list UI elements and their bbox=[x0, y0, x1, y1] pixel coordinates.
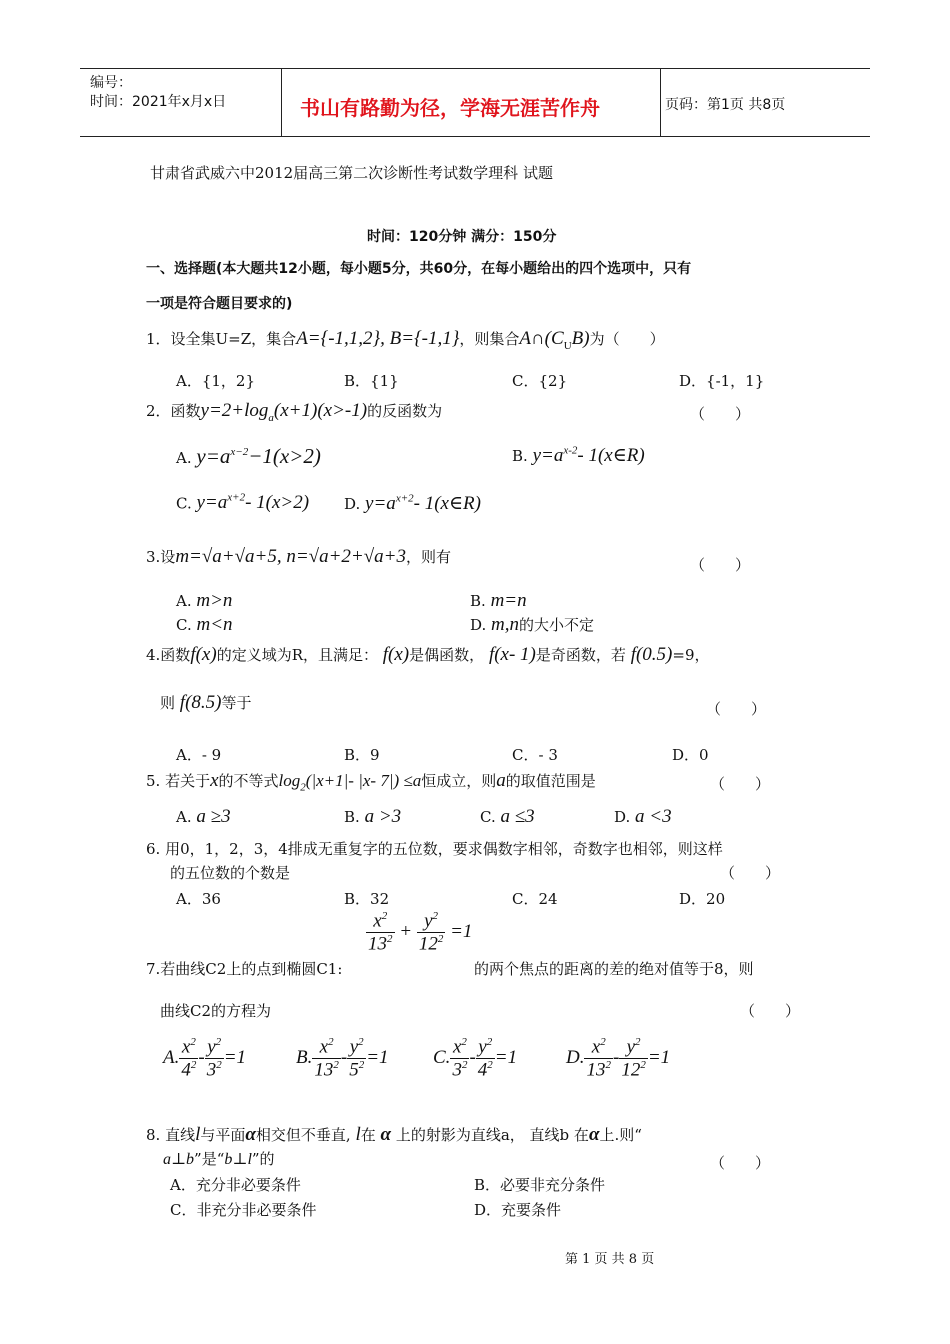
question-7-suffix: 的两个焦点的距离的差的绝对值等于8，则 bbox=[474, 960, 754, 978]
q7-ellipse-equation: $\frac{x^2}{13^2}$ + $\frac{y^2}{12^2}$ =1 bbox=[368, 910, 473, 955]
doc-number-label: 编号： bbox=[90, 75, 132, 91]
q3-option-d: D. m,n的大小不定 bbox=[470, 614, 595, 635]
doc-title: 甘肃省武威六中2012届高三第二次诊断性考试数学理科 试题 bbox=[150, 164, 553, 182]
q7-option-b: B. $\frac{x^2}{13^2}$ - $\frac{y^2}{5^2}$ =1 bbox=[296, 1036, 389, 1081]
q1-option-a: A．{1，2} bbox=[176, 372, 256, 390]
q7-option-a: A. $\frac{x^2}{4^2}$ - $\frac{y^2}{3^2}$ =1 bbox=[163, 1036, 247, 1081]
question-5: 5. 若关于x的不等式$\log_2(|x+1|-$ |x- 7|) ≤a恒成立，则a的取值范围是 bbox=[146, 770, 596, 794]
q1-text-mid: ，则集合 bbox=[459, 330, 520, 348]
q2-option-d: D. $y=a^{x+2}-$ 1(x∈R) bbox=[344, 492, 481, 514]
doc-time-label: 时间：2021年x月x日 bbox=[90, 94, 227, 110]
section-heading-cont: 一项是符合题目要求的) bbox=[146, 296, 293, 312]
question-1 bbox=[146, 328, 665, 352]
q8-option-b: B．必要非充分条件 bbox=[474, 1176, 606, 1194]
question-8: 8. 直线l与平面α相交但不垂直, l在 α 上的射影为直线a， 直线b 在α上.则“ bbox=[146, 1124, 642, 1145]
q1-option-c: C．{2} bbox=[512, 372, 568, 390]
question-4-line2: 则 f(8.5)等于 bbox=[160, 692, 252, 713]
exam-time-info: 时间：120分钟 满分：150分 bbox=[367, 229, 557, 245]
question-6: 6. 用0，1，2，3，4排成无重复字的五位数，要求偶数字相邻，奇数字也相邻，则这样 bbox=[146, 840, 723, 858]
header-divider bbox=[660, 69, 661, 136]
q3-option-b: B. m=n bbox=[470, 590, 527, 611]
q4-option-c: C．- 3 bbox=[512, 746, 558, 764]
q5-option-b: B. a >3 bbox=[344, 806, 402, 827]
q3-option-c: C. m<n bbox=[176, 614, 233, 635]
section-heading: 一、选择题(本大题共12小题，每小题5分，共60分，在每小题给出的四个选项中，只有 bbox=[146, 261, 692, 277]
q8-option-d: D．充要条件 bbox=[474, 1201, 562, 1219]
q3-text: 3.设 bbox=[146, 548, 176, 566]
q6-option-b: B．32 bbox=[344, 890, 390, 908]
q5-option-c: C. a ≤3 bbox=[480, 806, 535, 827]
question-7: 7.若曲线C2上的点到椭圆C1: bbox=[146, 960, 343, 978]
q5-paren: （ ） bbox=[710, 775, 771, 793]
q7-option-c: C. $\frac{x^2}{3^2}$ - $\frac{y^2}{4^2}$ =1 bbox=[433, 1036, 518, 1081]
q1-math-sets: A={-1,1,2}, B={-1,1} bbox=[296, 328, 460, 349]
q2-option-a: A. $y=a^{x-2}-1(x>2)$ bbox=[176, 444, 321, 468]
q3-math: m=√a+√a+5, n=√a+2+√a+3 bbox=[175, 546, 406, 567]
q8-paren: （ ） bbox=[710, 1154, 771, 1172]
q1-text: 1．设全集U=Z，集合 bbox=[146, 330, 297, 348]
q7-option-d: D. $\frac{x^2}{13^2}$ - $\frac{y^2}{12^2}$ =1 bbox=[566, 1036, 671, 1081]
q4-option-b: B．9 bbox=[344, 746, 380, 764]
q2-paren: （ ） bbox=[690, 405, 751, 423]
header-page-label: 页码：第1页 共8页 bbox=[665, 97, 786, 113]
header-motto: 书山有路勤为径，学海无涯苦作舟 bbox=[300, 96, 600, 120]
q4-option-a: A．- 9 bbox=[176, 746, 222, 764]
question-7-line2: 曲线C2的方程为 bbox=[160, 1002, 272, 1020]
q6-option-a: A．36 bbox=[176, 890, 221, 908]
q2-option-c: C. $y=a^{x+2}-$ 1(x>2) bbox=[176, 492, 310, 514]
q4-paren: （ ） bbox=[706, 700, 767, 718]
q8-option-a: A．充分非必要条件 bbox=[170, 1176, 301, 1194]
q2-math: $y=2+\log_a(x+1)(x>-1)$ bbox=[200, 400, 368, 424]
q1-option-d: D．{-1，1} bbox=[679, 372, 765, 390]
q3-paren: （ ） bbox=[690, 556, 751, 574]
q1-option-b: B．{1} bbox=[344, 372, 399, 390]
question-2 bbox=[146, 400, 442, 424]
question-8-line2: a⊥b”是“b⊥l”的 bbox=[163, 1150, 275, 1168]
q5-option-a: A. a ≥3 bbox=[176, 806, 231, 827]
q4-option-d: D．0 bbox=[672, 746, 709, 764]
header-divider bbox=[281, 69, 282, 136]
question-3 bbox=[146, 546, 451, 568]
question-6-line2: 的五位数的个数是 bbox=[170, 864, 291, 882]
q5-option-d: D. a <3 bbox=[614, 806, 672, 827]
q1-math-expr: $A\cap(C_UB)$ bbox=[519, 328, 590, 352]
q3-option-a: A. m>n bbox=[176, 590, 233, 611]
question-4: 4.函数f(x)的定义域为R，且满足： f(x)是偶函数， f(x- 1)是奇函数，若 f(0.5)=9， bbox=[146, 644, 710, 665]
q1-paren: 为（ ） bbox=[589, 330, 665, 348]
q8-option-c: C．非充分非必要条件 bbox=[170, 1201, 317, 1219]
q6-paren: （ ） bbox=[720, 864, 781, 882]
q2-option-b: B. $y=a^{x-2}-$ 1(x∈R) bbox=[512, 444, 645, 466]
q3-text-suffix: ，则有 bbox=[406, 548, 452, 566]
page-footer: 第 1 页 共 8 页 bbox=[565, 1252, 655, 1267]
q2-text: 2．函数 bbox=[146, 402, 201, 420]
q6-option-c: C．24 bbox=[512, 890, 558, 908]
q2-text-suffix: 的反函数为 bbox=[367, 402, 443, 420]
q7-paren: （ ） bbox=[740, 1002, 801, 1020]
q6-option-d: D．20 bbox=[679, 890, 726, 908]
